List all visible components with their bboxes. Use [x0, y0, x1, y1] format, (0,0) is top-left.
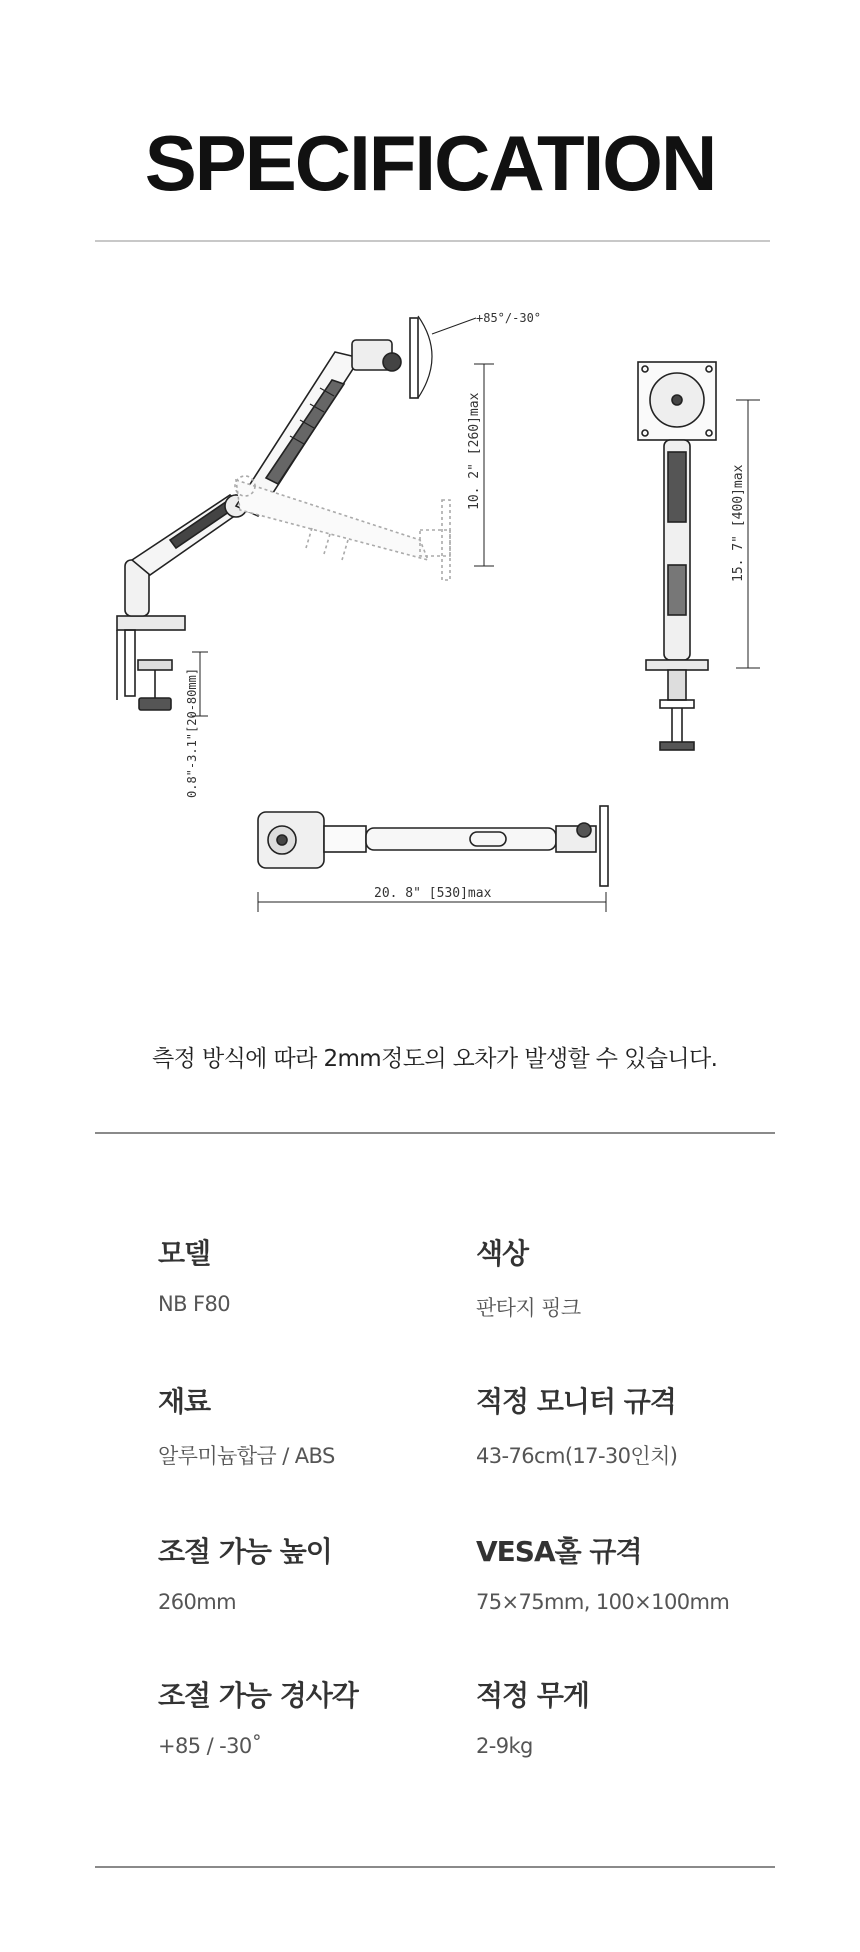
- spec-value: +85 / -30˚: [158, 1734, 262, 1758]
- middle-divider: [95, 1132, 775, 1134]
- spec-value: 43-76cm(17-30인치): [476, 1444, 678, 1468]
- spec-label: 적정 모니터 규격: [476, 1385, 676, 1418]
- spec-item-model: [158, 1232, 230, 1316]
- clamp-range-label: 0.8"-3.1"[20-80mm]: [185, 667, 199, 798]
- top-view-drawing: [258, 806, 608, 886]
- spec-value: 알루미늄합금 / ABS: [158, 1444, 335, 1468]
- measurement-note: 측정 방식에 따라 2mm정도의 오차가 발생할 수 있습니다.: [152, 1046, 718, 1072]
- bottom-divider: [95, 1866, 775, 1868]
- front-view-drawing: [638, 362, 716, 750]
- spec-value: 75×75mm, 100×100mm: [476, 1590, 730, 1614]
- spec-value: 판타지 핑크: [476, 1296, 581, 1320]
- spec-label: 재료: [158, 1385, 211, 1418]
- spec-label: 적정 무게: [476, 1679, 589, 1712]
- product-dimension-diagram: [0, 280, 860, 920]
- height-label: 10. 2" [260]max: [467, 392, 482, 510]
- spec-item-material: [158, 1380, 335, 1470]
- page-title: SPECIFICATION: [144, 119, 716, 207]
- spec-item-height: [158, 1530, 332, 1614]
- spec-label: VESA홀 규격: [476, 1535, 642, 1568]
- spec-value: 260mm: [158, 1590, 236, 1614]
- spec-item-vesa: [476, 1530, 729, 1614]
- spec-item-tilt: [158, 1674, 358, 1758]
- top-divider: [95, 240, 770, 242]
- spec-item-color: [476, 1232, 581, 1322]
- spec-item-monitor-size: [476, 1380, 677, 1470]
- spec-item-weight: [476, 1674, 589, 1758]
- angle-label: +85°/-30°: [476, 311, 542, 325]
- side-view-drawing: [117, 316, 450, 710]
- spec-label: 조절 가능 경사각: [158, 1679, 358, 1712]
- reach-label: 20. 8" [530]max: [374, 886, 492, 901]
- spec-value: 2-9kg: [476, 1734, 533, 1758]
- spec-value: NB F80: [158, 1292, 230, 1316]
- spec-label: 색상: [476, 1237, 529, 1270]
- spec-label: 조절 가능 높이: [158, 1535, 332, 1568]
- spec-label: 모델: [158, 1237, 211, 1270]
- vertical-height-label: 15. 7" [400]max: [731, 464, 746, 582]
